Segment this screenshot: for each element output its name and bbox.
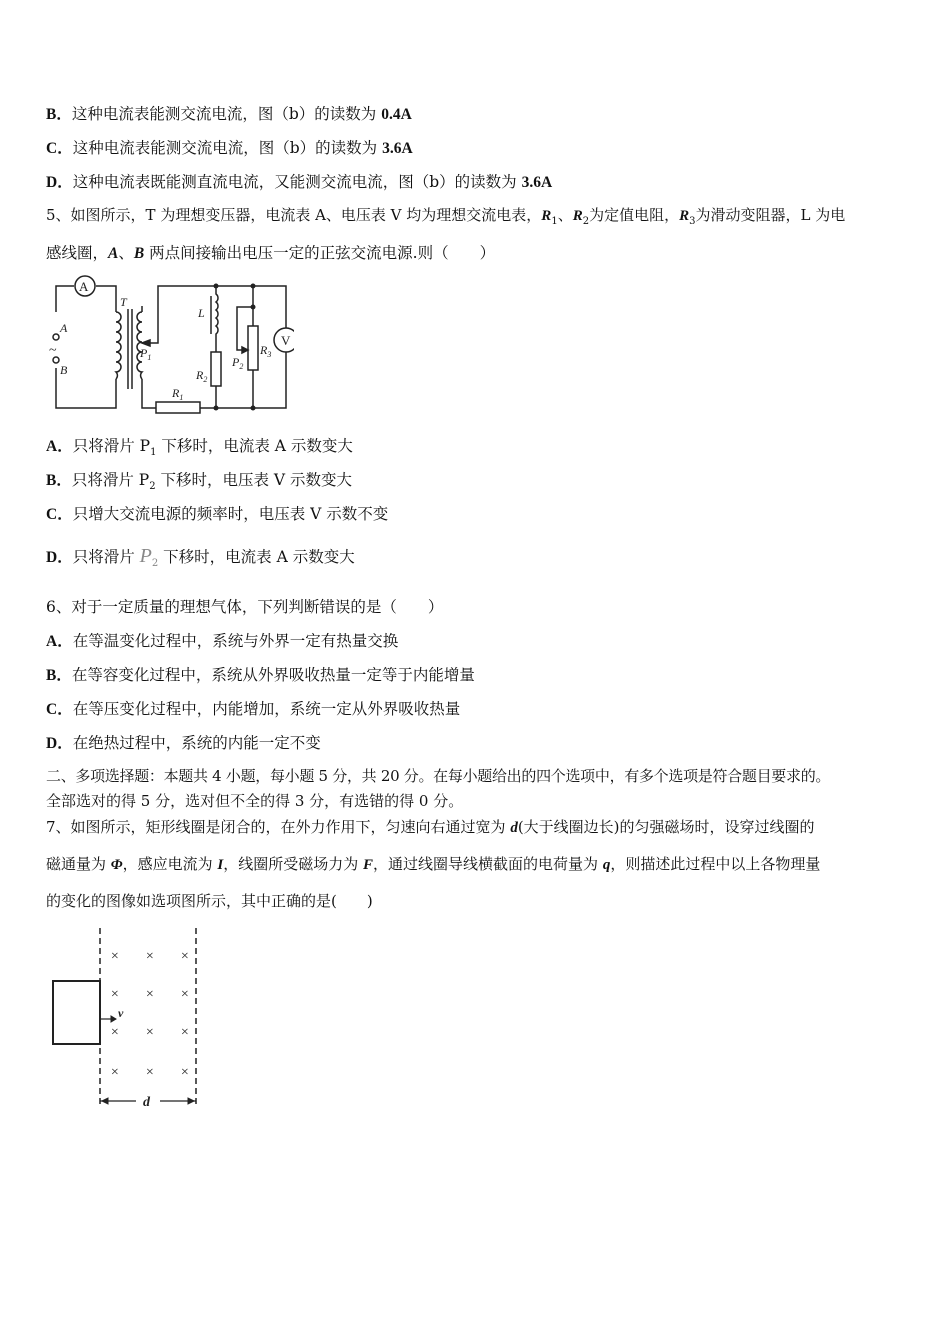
q5-option-c: C．只增大交流电源的频率时，电压表 V 示数不变 bbox=[46, 505, 389, 523]
magnetic-field-diagram bbox=[44, 924, 204, 1114]
svg-text:R2: $R_2$ bbox=[196, 368, 208, 384]
svg-text:A: A bbox=[79, 279, 89, 294]
circuit-diagram bbox=[44, 274, 294, 414]
svg-text:T: T bbox=[120, 295, 127, 309]
q6-option-b: B．在等容变化过程中，系统从外界吸收热量一定等于内能增量 bbox=[46, 666, 475, 684]
svg-text:v: v bbox=[118, 1006, 124, 1020]
section2-scoring: 全部选对的得 5 分，选对但不全的得 3 分，有选错的得 0 分。 bbox=[46, 792, 464, 810]
q5-stem-line1: 5、如图所示，T 为理想变压器，电流表 A、电压表 V 均为理想交流电表，$R_1$、$R_2$为定值电阻，$R_3$为滑动变阻器，L 为电 bbox=[46, 206, 846, 227]
svg-text:P2: $P_2$ bbox=[232, 355, 244, 371]
q4-option-c: C．这种电流表能测交流电流，图（b）的读数为 3.6A bbox=[46, 139, 413, 157]
q7-stem-line3: 的变化的图像如选项图所示，其中正确的是( ) bbox=[46, 892, 373, 910]
q5-option-a: A．只将滑片 $P_1$ 下移时，电流表 A 示数变大 bbox=[46, 437, 353, 459]
field-cross-icon: × bbox=[180, 949, 190, 964]
q4-option-d: D．这种电流表既能测直流电流，又能测交流电流，图（b）的读数为 3.6A bbox=[46, 173, 553, 191]
q6-option-d: D．在绝热过程中，系统的内能一定不变 bbox=[46, 734, 321, 752]
field-cross-icon: × bbox=[180, 1065, 190, 1080]
q6-option-c: C．在等压变化过程中，内能增加，系统一定从外界吸收热量 bbox=[46, 700, 461, 718]
field-cross-icon: × bbox=[110, 1065, 120, 1080]
field-cross-icon: × bbox=[145, 949, 155, 964]
q5-option-d: D．只将滑片 $P_2$ 下移时，电流表 A 示数变大 bbox=[46, 545, 355, 570]
field-cross-icon: × bbox=[110, 949, 120, 964]
svg-text:V: V bbox=[281, 333, 291, 348]
section2-heading: 二、多项选择题：本题共 4 小题，每小题 5 分，共 20 分。在每小题给出的四个选项中，有多个选项是符合题目要求的。 bbox=[46, 767, 831, 785]
q6-stem: 6、对于一定质量的理想气体，下列判断错误的是（ ） bbox=[46, 598, 444, 616]
svg-text:R1: $R_1$ bbox=[172, 386, 184, 402]
q7-stem-line1: 7、如图所示，矩形线圈是闭合的，在外力作用下，匀速向右通过宽为 d(大于线圈边长)的匀强磁场时，设穿过线圈的 bbox=[46, 818, 815, 836]
q6-option-a: A．在等温变化过程中，系统与外界一定有热量交换 bbox=[46, 632, 399, 650]
svg-text:L: L bbox=[198, 306, 205, 320]
field-cross-icon: × bbox=[110, 1025, 120, 1040]
q5-option-b: B．只将滑片 $P_2$ 下移时，电压表 V 示数变大 bbox=[46, 471, 353, 493]
svg-text:d: d bbox=[143, 1095, 150, 1110]
field-cross-icon: × bbox=[145, 987, 155, 1002]
field-cross-icon: × bbox=[110, 987, 120, 1002]
svg-text:R3: $R_3$ bbox=[260, 343, 272, 359]
field-cross-icon: × bbox=[145, 1065, 155, 1080]
svg-text:A: A bbox=[60, 321, 68, 335]
field-cross-icon: × bbox=[180, 987, 190, 1002]
svg-text:B: B bbox=[60, 363, 68, 377]
q5-stem-line2: 感线圈，A、B 两点间接输出电压一定的正弦交流电源.则（ ） bbox=[46, 244, 496, 262]
q4-option-b: B．这种电流表能测交流电流，图（b）的读数为 0.4A bbox=[46, 105, 412, 123]
field-cross-icon: × bbox=[145, 1025, 155, 1040]
svg-text:P1: $P_1$ bbox=[140, 346, 152, 362]
svg-text:~: ~ bbox=[49, 343, 57, 358]
q7-stem-line2: 磁通量为 Φ，感应电流为 I，线圈所受磁场力为 F，通过线圈导线横截面的电荷量为 q，则描述此过程中以上各物理量 bbox=[46, 855, 821, 873]
field-cross-icon: × bbox=[180, 1025, 190, 1040]
